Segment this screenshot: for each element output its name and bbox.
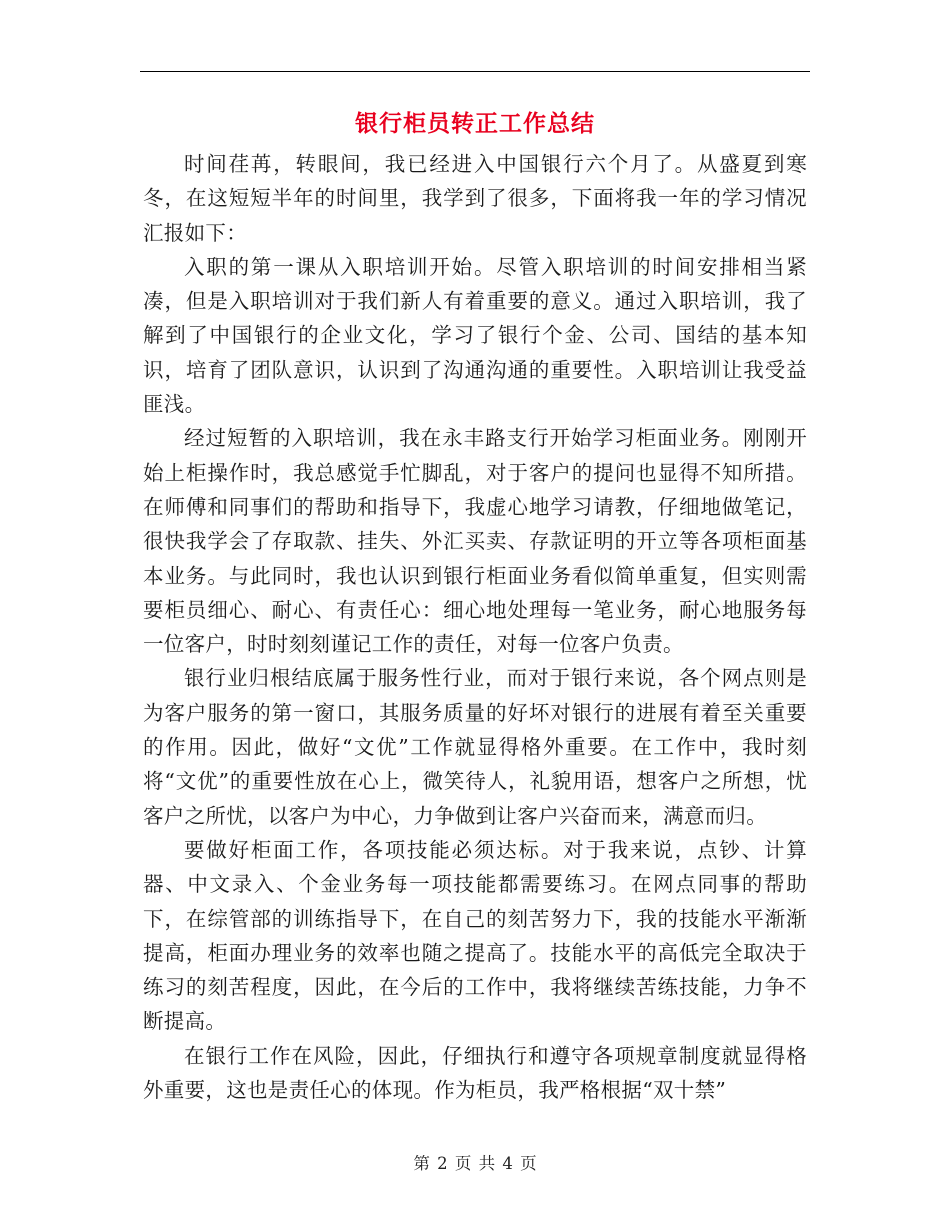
footer-middle: 页 共: [454, 1154, 496, 1173]
page-footer: [0, 1152, 950, 1176]
footer-prefix: 第: [413, 1154, 430, 1173]
footer-suffix: 页: [520, 1154, 537, 1173]
document-body: [143, 147, 807, 1107]
paragraph-2: 入职的第一课从入职培训开始。尽管入职培训的时间安排相当紧凑，但是入职培训对于我们新人有着重要的意义。通过入职培训，我了解到了中国银行的企业文化，学习了银行个金、公司、国结的基本知识，培育了团队意识，认识到了沟通沟通的重要性。入职培训让我受益匪浅。: [143, 254, 807, 417]
document-title: 银行柜员转正工作总结: [355, 110, 595, 137]
footer-total-pages: 4: [502, 1154, 513, 1173]
header-rule: [140, 71, 810, 72]
paragraph-4: 银行业归根结底属于服务性行业，而对于银行来说，各个网点则是为客户服务的第一窗口，其服务质量的好坏对银行的进展有着至关重要的作用。因此，做好“文优”工作就显得格外重要。在工作中，我时刻将“文优”的重要性放在心上，微笑待人，礼貌用语，想客户之所想，忧客户之所忧，以客户为中心，力争做到让客户兴奋而来，满意而归。: [143, 666, 807, 828]
paragraph-5: 要做好柜面工作，各项技能必须达标。对于我来说，点钞、计算器、中文录入、个金业务每一项技能都需要练习。在网点同事的帮助下，在综管部的训练指导下，在自己的刻苦努力下，我的技能水平渐渐提高，柜面办理业务的效率也随之提高了。技能水平的高低完全取决于练习的刻苦程度，因此，在今后的工作中，我将继续苦练技能，力争不断提高。: [143, 837, 807, 1034]
paragraph-3: 经过短暂的入职培训，我在永丰路支行开始学习柜面业务。刚刚开始上柜操作时，我总感觉手忙脚乱，对于客户的提问也显得不知所措。在师傅和同事们的帮助和指导下，我虚心地学习请教，仔细地做笔记，很快我学会了存取款、挂失、外汇买卖、存款证明的开立等各项柜面基本业务。与此同时，我也认识到银行柜面业务看似简单重复，但实则需要柜员细心、耐心、有责任心：细心地处理每一笔业务，耐心地服务每一位客户，时时刻刻谨记工作的责任，对每一位客户负责。: [143, 426, 807, 657]
paragraph-6: 在银行工作在风险，因此，仔细执行和遵守各项规章制度就显得格外重要，这也是责任心的体现。作为柜员，我严格根据“双十禁”: [143, 1043, 807, 1103]
paragraph-1: 时间荏苒，转眼间，我已经进入中国银行六个月了。从盛夏到寒冬，在这短短半年的时间里，我学到了很多，下面将我一年的学习情况汇报如下：: [143, 152, 807, 245]
footer-current-page: 2: [437, 1154, 448, 1173]
